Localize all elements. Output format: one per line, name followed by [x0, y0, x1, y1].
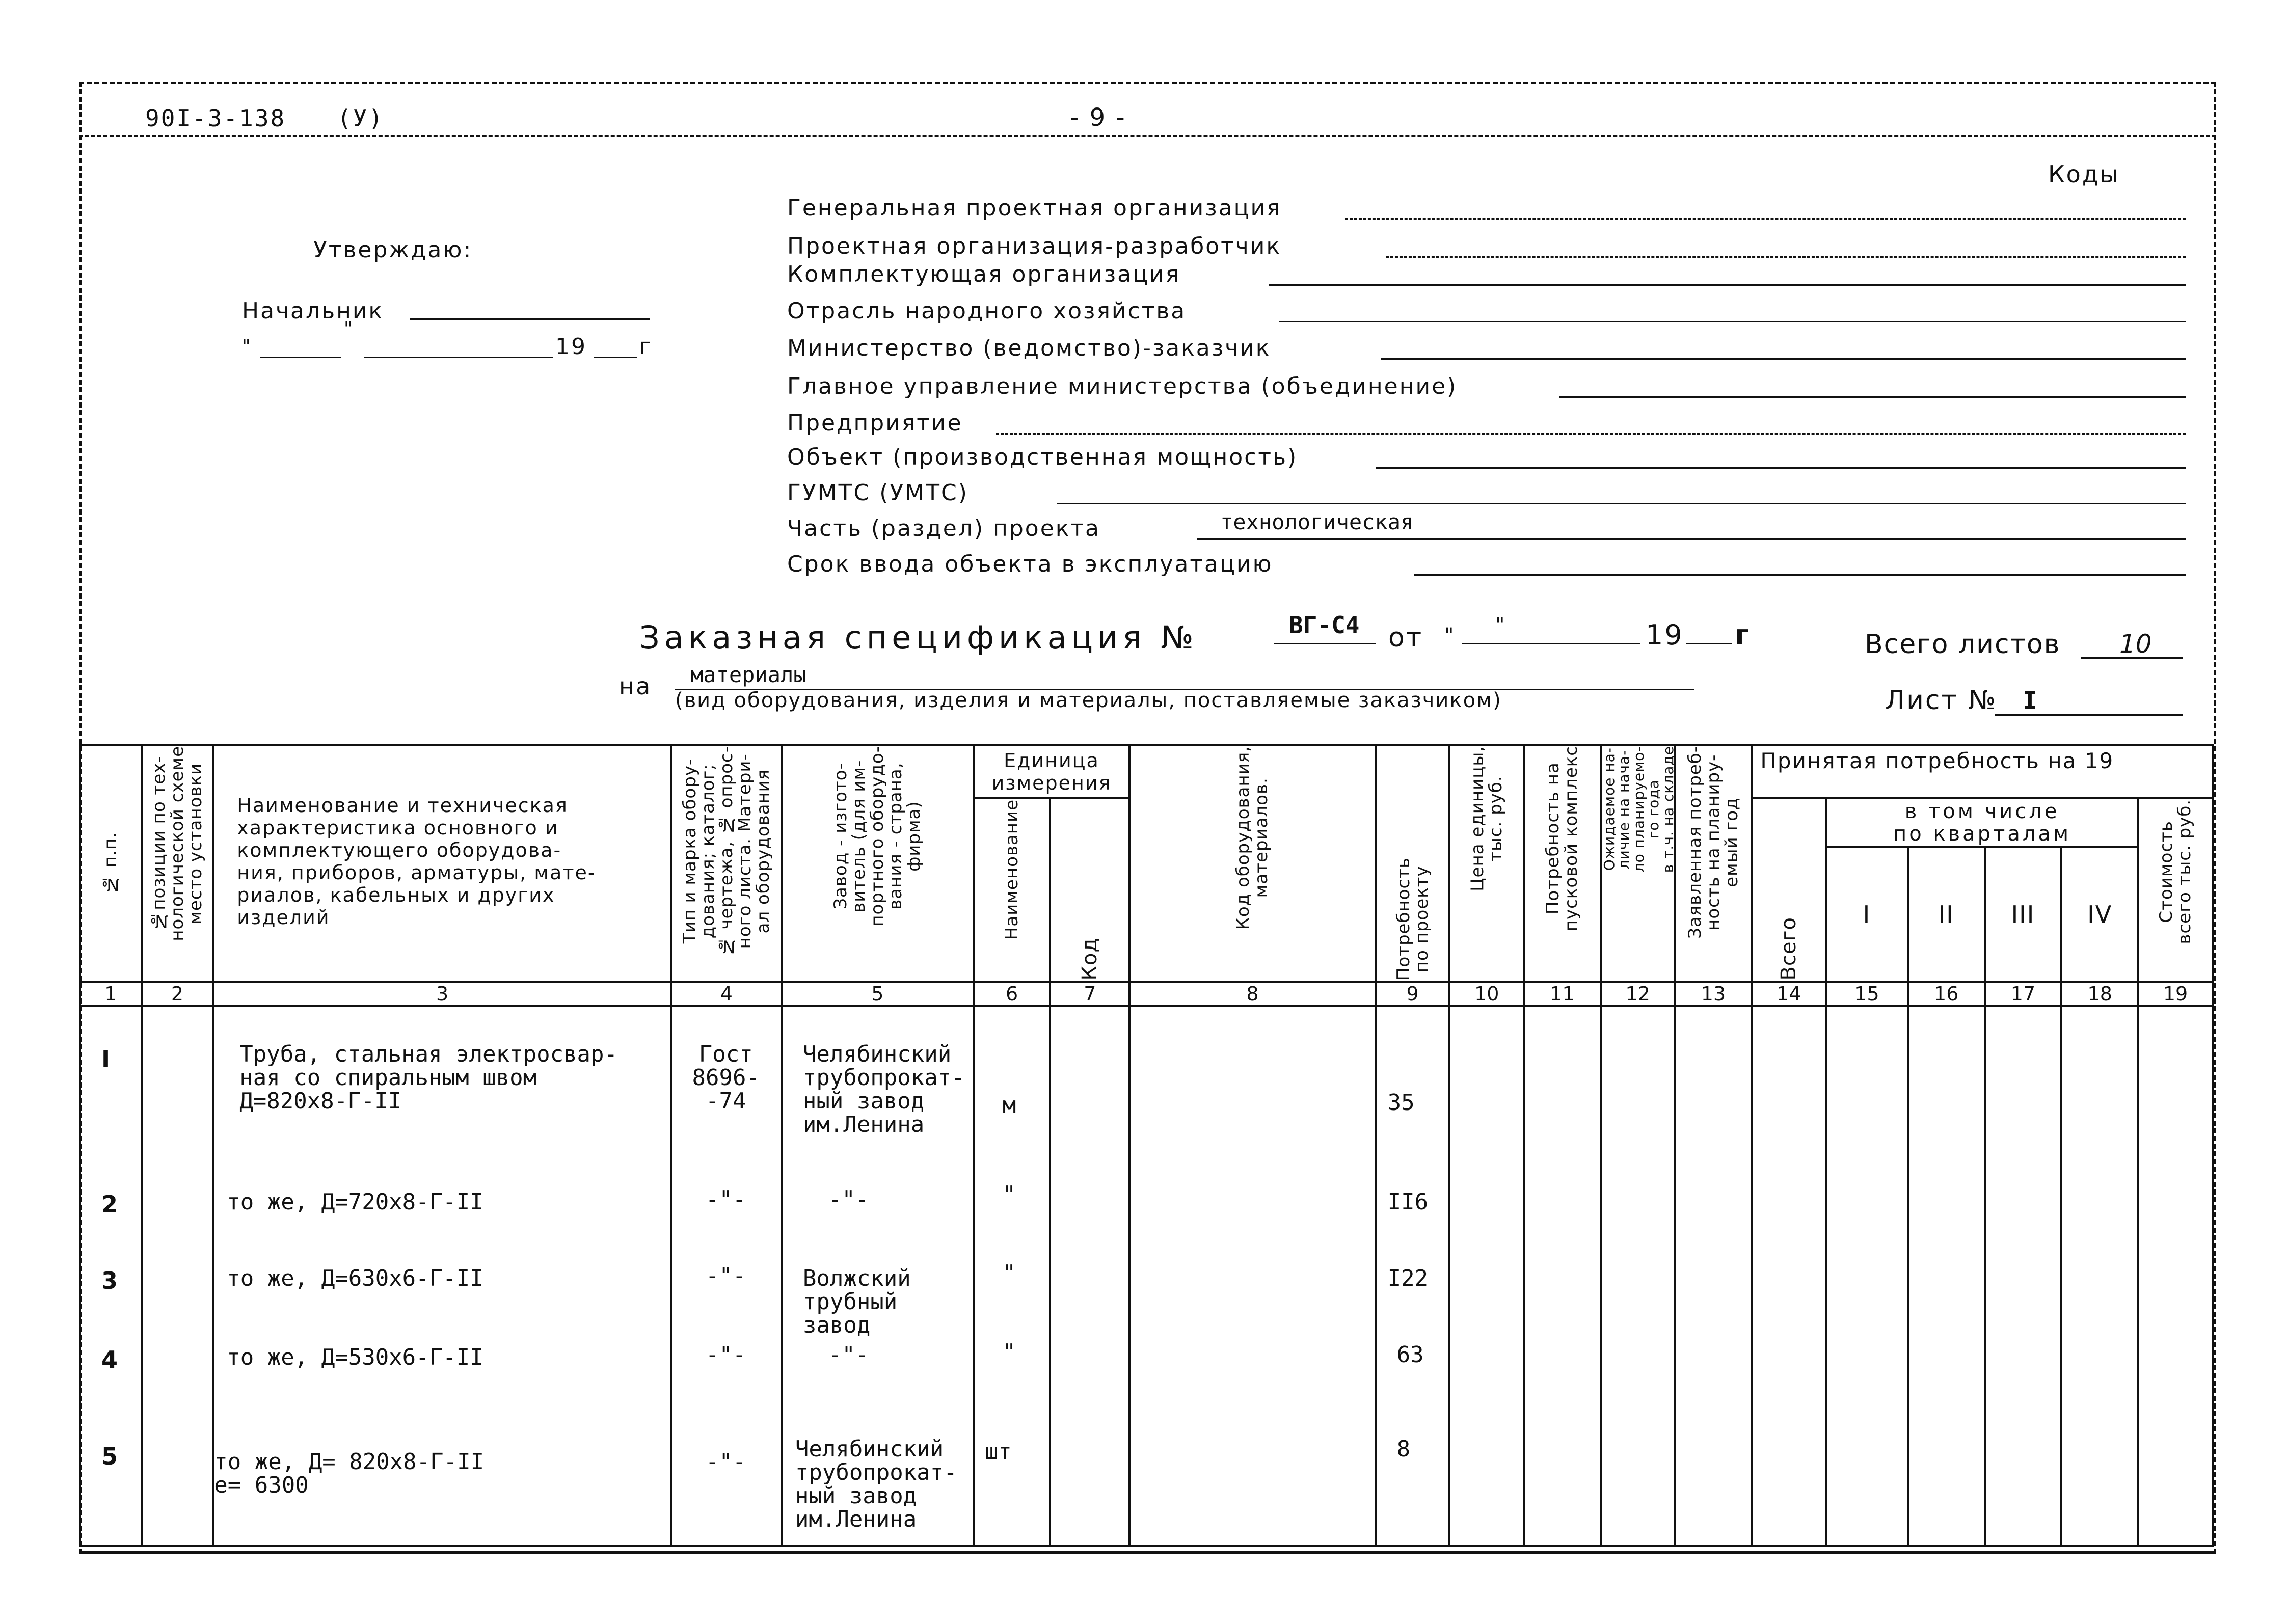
org-field-label: Объект (производственная мощность) — [787, 444, 1298, 470]
org-field-line — [1376, 467, 2186, 469]
h-name: Наименование и техническая характеристика основного и комплектующего оборудова- ния, приборов, арматуры, мате- риалов, кабельных и других изделий — [237, 794, 596, 929]
h-declared-cell — [1675, 745, 1752, 982]
body-col-13 — [1675, 1006, 1752, 1546]
body-col-16 — [1908, 1006, 1985, 1546]
h-unit: Единица измерения — [991, 749, 1112, 794]
h-declared: Заявленная потреб- ность на планиру- емый год — [1684, 746, 1742, 939]
item-name: то же, Д= 820х8-Г-II e= 6300 — [214, 1449, 485, 1498]
approval-position: Начальник — [242, 298, 384, 324]
org-field-line — [1197, 538, 2186, 540]
spec-number: ВГ-С4 — [1289, 611, 1360, 639]
col-number: 1 — [80, 982, 142, 1006]
h-pp: № п.п. — [100, 832, 121, 895]
item-factory: Челябинский трубопрокат- ный завод им.Ленина — [795, 1436, 957, 1532]
item-name: то же, Д=630х6-Г-II — [227, 1265, 483, 1291]
col-number: 6 — [974, 982, 1051, 1006]
col-number: 9 — [1376, 982, 1450, 1006]
approval-year-line — [594, 357, 637, 358]
org-field-line — [1386, 256, 2186, 258]
table-body-row — [80, 1006, 2213, 1546]
h-launch: Потребность на пусковой комплекс — [1543, 746, 1582, 932]
spec-year-prefix: 19 — [1646, 619, 1684, 651]
h-q3-cell — [1985, 847, 2062, 982]
h-need-cell — [1376, 745, 1450, 982]
h-equip-code: Код оборудования, материалов. — [1233, 746, 1272, 930]
h-factory-cell — [782, 745, 974, 982]
spec-quote-close: " — [1495, 614, 1506, 637]
body-col-3 — [213, 1006, 671, 1546]
org-field-line — [1279, 321, 2186, 322]
body-col-15 — [1826, 1006, 1908, 1546]
row-number: 4 — [101, 1346, 118, 1373]
approval-quote-open: " — [242, 336, 252, 357]
h-expected-cell — [1601, 745, 1675, 982]
row-number: I — [101, 1045, 111, 1073]
body-col-19 — [2138, 1006, 2213, 1546]
col-number: 4 — [671, 982, 782, 1006]
col-number: 5 — [782, 982, 974, 1006]
col-number: 19 — [2138, 982, 2213, 1006]
row-number: 5 — [101, 1443, 118, 1470]
org-field-line — [996, 433, 2186, 435]
item-unit: " — [1002, 1181, 1016, 1207]
org-field-label: Часть (раздел) проекта — [787, 516, 1100, 542]
col-number: 11 — [1524, 982, 1601, 1006]
item-need: 63 — [1396, 1342, 1424, 1368]
col-number: 16 — [1908, 982, 1985, 1006]
h-unit-name-cell — [974, 798, 1051, 982]
h-q2-cell — [1908, 847, 1985, 982]
total-sheets-value: 10 — [2119, 629, 2152, 659]
org-field-line — [1381, 358, 2186, 360]
approval-signature-line — [410, 318, 650, 320]
item-unit: " — [1002, 1339, 1016, 1365]
spec-table — [79, 744, 2214, 1547]
h-factory: Завод - изгото- витель (для им- портного оборудо- вания - страна, фирма) — [830, 746, 925, 927]
item-need: II6 — [1387, 1189, 1429, 1215]
spec-year-suffix: г — [1735, 619, 1751, 651]
item-unit: шт — [984, 1439, 1012, 1465]
body-col-10 — [1449, 1006, 1524, 1546]
item-type: -"- — [706, 1263, 746, 1289]
h-type-cell — [671, 745, 782, 982]
org-field-line — [1414, 574, 2186, 576]
item-type: Гост 8696- -74 — [692, 1041, 760, 1114]
h-unit-cell — [974, 745, 1130, 798]
item-factory: Челябинский трубопрокат- ный завод им.Ленина — [802, 1041, 965, 1138]
org-field-label: Генеральная проектная организация — [787, 195, 1282, 221]
h-name-cell — [213, 745, 671, 982]
h-q4: IV — [2087, 900, 2113, 928]
col-number: 14 — [1752, 982, 1826, 1006]
body-col-9 — [1376, 1006, 1450, 1546]
col-number: 12 — [1601, 982, 1675, 1006]
body-col-5 — [782, 1006, 974, 1546]
body-col-11 — [1524, 1006, 1601, 1546]
h-q4-cell — [2061, 847, 2138, 982]
h-total-cell — [1752, 798, 1826, 982]
h-expected: Ожидаемое на- личие на нача- ло планируемо- го года в т.ч. на складе — [1600, 746, 1677, 873]
approval-day-line — [260, 357, 341, 358]
h-unit-code-cell — [1050, 798, 1129, 982]
approval-month-line — [364, 357, 553, 358]
body-col-14 — [1752, 1006, 1826, 1546]
h-q1-cell — [1826, 847, 1908, 982]
h-pos-cell — [142, 745, 213, 982]
h-q2: II — [1938, 900, 1954, 928]
body-col-8 — [1129, 1006, 1375, 1546]
approval-year-prefix: 19 — [555, 334, 587, 360]
body-col-7 — [1050, 1006, 1129, 1546]
item-need: 8 — [1396, 1436, 1411, 1462]
body-col-6 — [974, 1006, 1051, 1546]
col-number: 8 — [1129, 982, 1375, 1006]
spec-subject-caption: (вид оборудования, изделия и материалы, поставляемые заказчиком) — [675, 689, 1502, 712]
sheet-no-label: Лист № — [1885, 685, 1998, 716]
row-number: 3 — [101, 1267, 118, 1294]
h-quarters: в том числе по кварталам — [1893, 799, 2071, 846]
org-field-line — [1269, 284, 2186, 286]
col-number: 18 — [2061, 982, 2138, 1006]
h-accepted: Принятая потребность на 19 — [1760, 748, 2114, 773]
h-cost: Стоимость всего тыс. руб. — [2156, 799, 2195, 944]
org-field-label: Отрасль народного хозяйства — [787, 298, 1187, 324]
col-number: 3 — [213, 982, 671, 1006]
project-part-value: технологическая — [1220, 509, 1414, 534]
item-type: -"- — [706, 1342, 746, 1368]
body-col-2 — [142, 1006, 213, 1546]
total-sheets-label: Всего листов — [1865, 629, 2061, 660]
spec-year-line — [1686, 643, 1732, 644]
body-col-18 — [2061, 1006, 2138, 1546]
item-name: то же, Д=720х8-Г-II — [227, 1189, 483, 1215]
org-field-label: Срок ввода объекта в эксплуатацию — [787, 551, 1273, 577]
page-number: - 9 - — [1070, 103, 1126, 132]
item-name: то же, Д=530х6-Г-II — [227, 1344, 483, 1370]
org-field-line — [1057, 503, 2186, 504]
col-number: 2 — [142, 982, 213, 1006]
body-col-17 — [1985, 1006, 2062, 1546]
body-col-4 — [671, 1006, 782, 1546]
item-factory: Волжский трубный завод — [802, 1265, 911, 1338]
item-name: Труба, стальная электросвар- ная со спиральным швом Д=820х8-Г-II — [239, 1041, 618, 1114]
org-field-label: ГУМТС (УМТС) — [787, 480, 968, 506]
h-price: Цена единицы, тыс. руб. — [1467, 746, 1506, 891]
spec-on-label: на — [619, 672, 652, 700]
item-type: -"- — [706, 1186, 746, 1212]
h-total: Всего — [1777, 917, 1801, 981]
item-unit: " — [1002, 1260, 1016, 1286]
org-field-line — [1345, 218, 2186, 220]
h-pos: №позиции по тех- нологической схеме место установки — [148, 746, 206, 941]
spec-from: от — [1388, 622, 1423, 653]
col-number: 13 — [1675, 982, 1752, 1006]
h-accepted-cell — [1752, 745, 2213, 798]
org-field-line — [1559, 396, 2186, 398]
h-pp-cell — [80, 745, 142, 982]
h-need: Потребность по проекту — [1393, 857, 1432, 981]
col-number: 17 — [1985, 982, 2062, 1006]
item-factory: -"- — [828, 1186, 869, 1212]
h-equip-code-cell — [1129, 745, 1375, 982]
org-field-label: Проектная организация-разработчик — [787, 233, 1281, 259]
org-field-label: Комплектующая организация — [787, 261, 1181, 287]
col-number: 7 — [1050, 982, 1129, 1006]
codes-label: Коды — [2048, 160, 2120, 188]
h-q1: I — [1863, 900, 1871, 928]
approval-year-suffix: г — [639, 334, 653, 360]
h-quarters-cell — [1826, 798, 2138, 847]
column-numbers-row — [80, 982, 2213, 1006]
spec-quote-open: " — [1444, 624, 1456, 647]
h-q3: III — [2011, 900, 2035, 928]
doc-code — [145, 104, 384, 132]
item-factory: -"- — [828, 1342, 869, 1368]
item-need: 35 — [1387, 1090, 1415, 1116]
sheet-no-value: I — [2023, 687, 2037, 715]
spec-number-line — [1274, 643, 1376, 644]
item-need: I22 — [1387, 1265, 1429, 1291]
spec-subject: материалы — [690, 662, 806, 687]
h-launch-cell — [1524, 745, 1601, 982]
body-col-1 — [80, 1006, 142, 1546]
col-number: 15 — [1826, 982, 1908, 1006]
approval-quote-close: " — [344, 318, 354, 339]
org-field-label: Главное управление министерства (объединение) — [787, 373, 1458, 399]
row-number: 2 — [101, 1190, 118, 1218]
h-unit-name: Наименование — [1002, 799, 1023, 940]
spec-title: Заказная спецификация № — [639, 619, 1198, 656]
doc-code-suffix: (У) — [337, 104, 385, 132]
item-type: -"- — [706, 1449, 746, 1475]
org-field-label: Предприятие — [787, 410, 963, 436]
body-col-12 — [1601, 1006, 1675, 1546]
col-number: 10 — [1449, 982, 1524, 1006]
h-unit-code: Код — [1078, 938, 1102, 981]
item-unit: м — [1002, 1092, 1016, 1118]
doc-code-value: 90I-3-138 — [145, 104, 286, 132]
h-type: Тип и марка обору- дования; каталог; № чертежа, № опрос- ного листа. Матери- ал оборудования — [679, 746, 773, 957]
approval-title: Утверждаю: — [313, 237, 473, 263]
spec-date-line — [1462, 643, 1640, 644]
h-cost-cell — [2138, 798, 2213, 982]
h-price-cell — [1449, 745, 1524, 982]
org-field-label: Министерство (ведомство)-заказчик — [787, 335, 1271, 361]
